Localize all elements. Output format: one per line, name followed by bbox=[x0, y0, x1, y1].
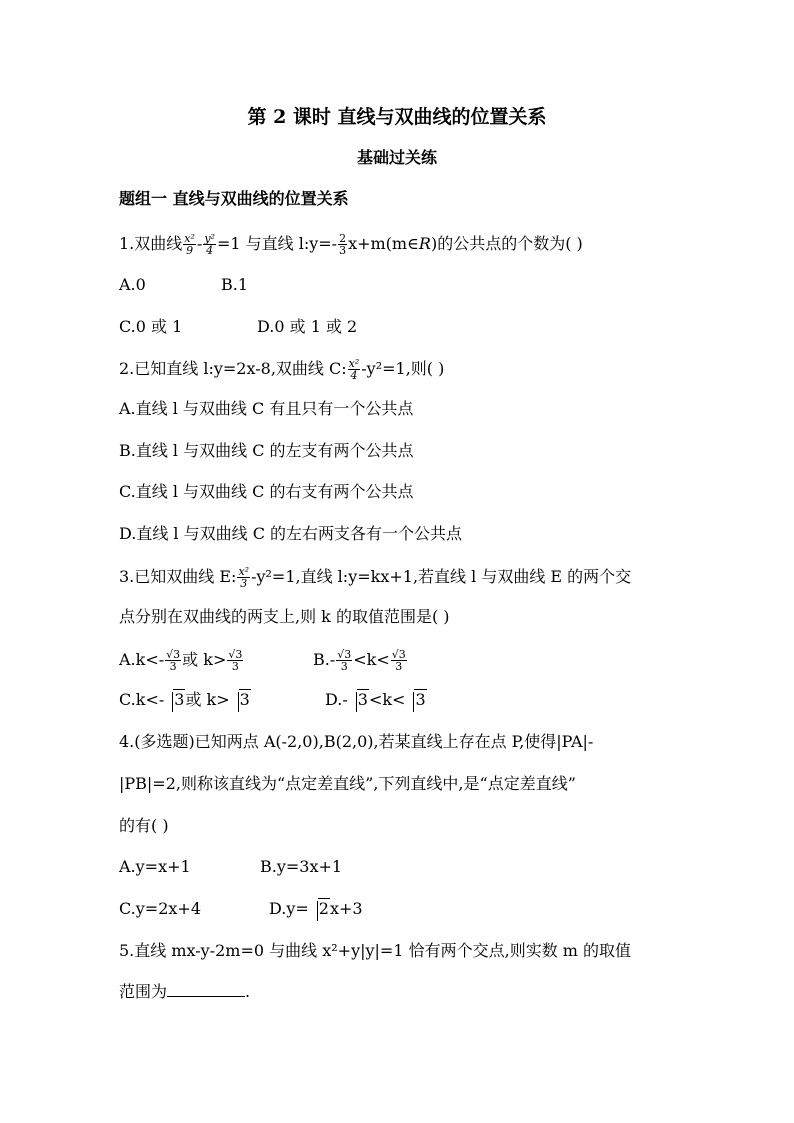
q1-fraction-2: $\frac{\text{y²}}{4}$ bbox=[204, 232, 215, 257]
q1-minus: - bbox=[196, 234, 203, 253]
q3-line-2: 点分别在双曲线的两支上,则 k 的取值范围是( ) bbox=[119, 607, 450, 626]
q3-option-b: B.- $\frac{√3}{3}$ <k< $\frac{√3}{3}$ bbox=[313, 648, 406, 673]
q1-option-d: D.0 或 1 或 2 bbox=[257, 317, 358, 336]
q1-text-4: )的公共点的个数为( ) bbox=[430, 234, 583, 253]
q3-option-c: C.k<- 3或 k> 3 bbox=[119, 690, 250, 709]
page-title: 第 2 课时 直线与双曲线的位置关系 bbox=[247, 106, 547, 128]
q4-option-d: D.y= 2x+3 bbox=[269, 899, 363, 918]
q1-text-2: =1 与直线 l:y=- bbox=[216, 234, 338, 253]
q3-text-2: -y²=1,直线 l:y=kx+1,若直线 l 与双曲线 E 的两个交 bbox=[251, 567, 632, 586]
answer-blank[interactable] bbox=[167, 982, 245, 997]
q4-option-c: C.y=2x+4 bbox=[119, 899, 201, 918]
q2-fraction: $\frac{\text{x²}}{4}$ bbox=[348, 357, 360, 382]
q1-text-3: x+m(m∈ bbox=[348, 234, 419, 253]
section-subtitle: 基础过关练 bbox=[356, 148, 437, 167]
q3-option-d: D.- 3<k< 3 bbox=[325, 690, 426, 709]
question-5: 5.直线 mx-y-2m=0 与曲线 x²+y|y|=1 恰有两个交点,则实数 m 的取值 bbox=[119, 941, 632, 960]
q2-text-2: -y²=1,则( ) bbox=[361, 359, 445, 378]
q2-text: 2.已知直线 l:y=2x-8,双曲线 C: bbox=[119, 359, 347, 378]
q3-fraction: $\frac{\text{x²}}{3}$ bbox=[238, 565, 250, 590]
q5-line-2: 范围为 . bbox=[119, 982, 251, 1001]
q1-option-c: C.0 或 1 bbox=[119, 317, 183, 336]
q4-option-a: A.y=x+1 bbox=[119, 857, 191, 876]
q3-option-a: A.k<- $\frac{√3}{3}$ 或 k> $\frac{√3}{3}$ bbox=[119, 648, 243, 673]
q1-text: 1.双曲线 bbox=[119, 234, 183, 253]
question-2 bbox=[119, 358, 444, 381]
q1-option-a: A.0 bbox=[119, 275, 146, 294]
q2-option-a: A.直线 l 与双曲线 C 有且只有一个公共点 bbox=[119, 399, 414, 418]
question-1 bbox=[119, 233, 583, 256]
q1-fraction-1: $\frac{\text{x²}}{9}$ bbox=[184, 232, 195, 257]
q4-line-2: |PB|=2,则称该直线为“点定差直线”,下列直线中,是“点定差直线” bbox=[119, 774, 576, 793]
group-heading: 题组一 直线与双曲线的位置关系 bbox=[119, 189, 349, 208]
q1-fraction-3: $\frac{2}{3}$ bbox=[339, 232, 347, 257]
q4-line-3: 的有( ) bbox=[119, 816, 169, 835]
q4-option-b: B.y=3x+1 bbox=[260, 857, 343, 876]
q3-text: 3.已知双曲线 E: bbox=[119, 567, 237, 586]
q1-set-r: R bbox=[418, 234, 431, 253]
question-3 bbox=[119, 566, 631, 589]
q2-option-b: B.直线 l 与双曲线 C 的左支有两个公共点 bbox=[119, 441, 414, 460]
q2-option-d: D.直线 l 与双曲线 C 的左右两支各有一个公共点 bbox=[119, 524, 463, 543]
q2-option-c: C.直线 l 与双曲线 C 的右支有两个公共点 bbox=[119, 482, 414, 501]
question-4: 4.(多选题)已知两点 A(-2,0),B(2,0),若某直线上存在点 P,使得|PA|- bbox=[119, 732, 594, 751]
q1-option-b: B.1 bbox=[221, 275, 249, 294]
